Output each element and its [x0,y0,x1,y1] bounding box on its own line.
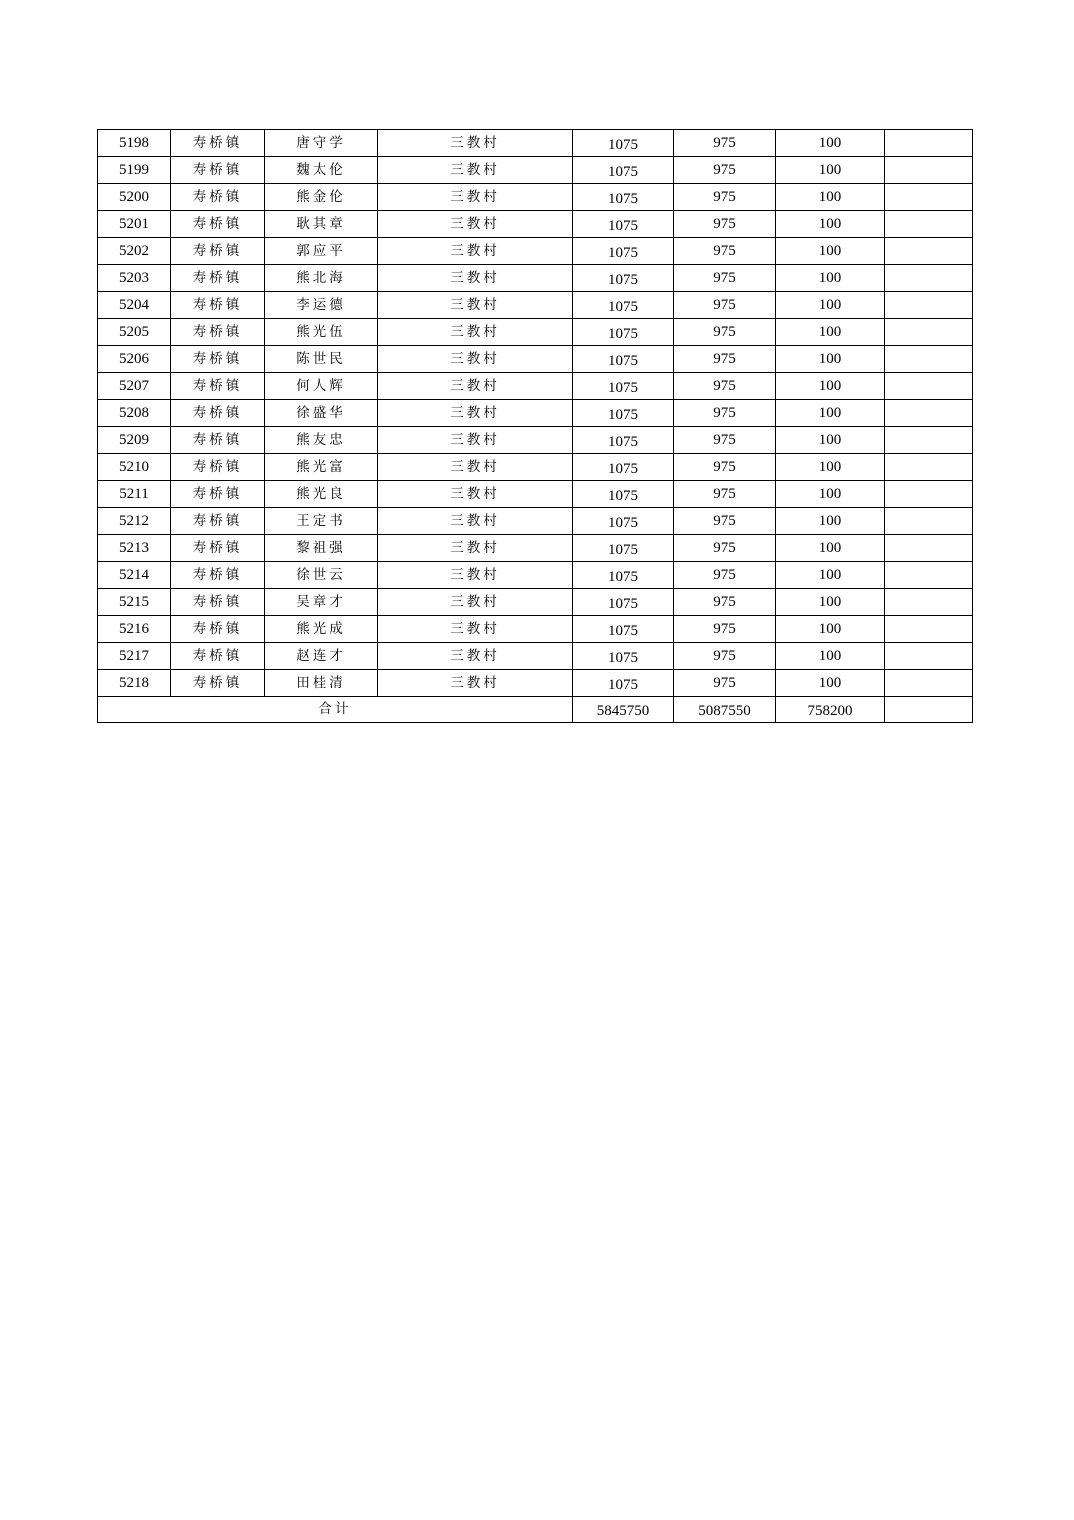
cell-total: 1075 [573,346,674,373]
table-row [98,157,973,184]
cell-diff: 100 [776,508,885,535]
total-label: 合计 [98,697,573,723]
cell-name: 吴章才 [265,589,378,616]
cell-diff: 100 [776,427,885,454]
cell-town: 寿桥镇 [171,211,265,238]
cell-no: 5216 [98,616,171,643]
cell-diff: 100 [776,643,885,670]
cell-town: 寿桥镇 [171,643,265,670]
cell-village: 三教村 [378,211,573,238]
cell-town: 寿桥镇 [171,454,265,481]
cell-note [885,670,973,697]
cell-name: 赵连才 [265,643,378,670]
cell-total: 1075 [573,427,674,454]
cell-total: 1075 [573,535,674,562]
cell-paid: 975 [674,508,776,535]
cell-total: 1075 [573,211,674,238]
cell-village: 三教村 [378,157,573,184]
cell-town: 寿桥镇 [171,130,265,157]
cell-note [885,454,973,481]
cell-note [885,508,973,535]
table-row [98,265,973,292]
cell-town: 寿桥镇 [171,427,265,454]
cell-total: 1075 [573,184,674,211]
cell-no: 5199 [98,157,171,184]
cell-paid: 975 [674,238,776,265]
cell-total: 1075 [573,454,674,481]
subsidy-table [97,129,973,723]
cell-no: 5204 [98,292,171,319]
cell-total: 1075 [573,481,674,508]
cell-name: 耿其章 [265,211,378,238]
cell-village: 三教村 [378,373,573,400]
cell-village: 三教村 [378,562,573,589]
cell-name: 李运德 [265,292,378,319]
cell-total: 1075 [573,562,674,589]
total-sum-paid: 5087550 [674,697,776,723]
cell-village: 三教村 [378,184,573,211]
cell-village: 三教村 [378,643,573,670]
cell-name: 黎祖强 [265,535,378,562]
cell-diff: 100 [776,589,885,616]
cell-total: 1075 [573,373,674,400]
cell-note [885,400,973,427]
cell-name: 熊金伦 [265,184,378,211]
total-row [98,697,973,723]
table-body [98,130,973,697]
cell-note [885,616,973,643]
cell-paid: 975 [674,481,776,508]
cell-note [885,535,973,562]
total-sum-total: 5845750 [573,697,674,723]
cell-total: 1075 [573,400,674,427]
cell-note [885,211,973,238]
cell-diff: 100 [776,670,885,697]
total-note [885,697,973,723]
cell-name: 熊光良 [265,481,378,508]
table-row [98,319,973,346]
cell-note [885,319,973,346]
cell-diff: 100 [776,238,885,265]
cell-paid: 975 [674,211,776,238]
cell-diff: 100 [776,346,885,373]
cell-diff: 100 [776,157,885,184]
cell-town: 寿桥镇 [171,373,265,400]
cell-no: 5217 [98,643,171,670]
cell-note [885,427,973,454]
cell-no: 5208 [98,400,171,427]
cell-paid: 975 [674,454,776,481]
cell-village: 三教村 [378,508,573,535]
table-row [98,400,973,427]
cell-no: 5209 [98,427,171,454]
table-row [98,616,973,643]
cell-paid: 975 [674,535,776,562]
cell-note [885,238,973,265]
cell-note [885,157,973,184]
table-row [98,481,973,508]
cell-paid: 975 [674,319,776,346]
cell-paid: 975 [674,643,776,670]
cell-village: 三教村 [378,481,573,508]
cell-diff: 100 [776,562,885,589]
table-row [98,130,973,157]
cell-diff: 100 [776,292,885,319]
cell-diff: 100 [776,130,885,157]
cell-name: 徐盛华 [265,400,378,427]
cell-town: 寿桥镇 [171,508,265,535]
cell-village: 三教村 [378,265,573,292]
cell-village: 三教村 [378,670,573,697]
cell-village: 三教村 [378,535,573,562]
cell-note [885,589,973,616]
cell-no: 5201 [98,211,171,238]
cell-paid: 975 [674,373,776,400]
cell-name: 郭应平 [265,238,378,265]
cell-village: 三教村 [378,130,573,157]
cell-town: 寿桥镇 [171,535,265,562]
cell-name: 唐守学 [265,130,378,157]
cell-name: 田桂清 [265,670,378,697]
cell-total: 1075 [573,616,674,643]
cell-total: 1075 [573,130,674,157]
cell-no: 5207 [98,373,171,400]
table-row [98,454,973,481]
cell-no: 5205 [98,319,171,346]
cell-no: 5203 [98,265,171,292]
table-row [98,589,973,616]
cell-name: 徐世云 [265,562,378,589]
cell-note [885,346,973,373]
cell-note [885,130,973,157]
cell-village: 三教村 [378,454,573,481]
cell-name: 熊光成 [265,616,378,643]
cell-village: 三教村 [378,427,573,454]
cell-note [885,481,973,508]
cell-note [885,292,973,319]
cell-paid: 975 [674,292,776,319]
cell-town: 寿桥镇 [171,292,265,319]
cell-paid: 975 [674,427,776,454]
cell-town: 寿桥镇 [171,616,265,643]
cell-total: 1075 [573,508,674,535]
cell-diff: 100 [776,211,885,238]
cell-no: 5210 [98,454,171,481]
table-row [98,373,973,400]
cell-town: 寿桥镇 [171,319,265,346]
cell-paid: 975 [674,157,776,184]
table-row [98,211,973,238]
cell-no: 5206 [98,346,171,373]
cell-no: 5213 [98,535,171,562]
cell-no: 5200 [98,184,171,211]
cell-total: 1075 [573,670,674,697]
cell-name: 熊光伍 [265,319,378,346]
cell-diff: 100 [776,481,885,508]
cell-village: 三教村 [378,589,573,616]
cell-no: 5212 [98,508,171,535]
cell-no: 5214 [98,562,171,589]
cell-diff: 100 [776,184,885,211]
cell-diff: 100 [776,454,885,481]
table-row [98,292,973,319]
cell-paid: 975 [674,346,776,373]
table-row [98,562,973,589]
table-row [98,643,973,670]
table-row [98,508,973,535]
cell-village: 三教村 [378,238,573,265]
cell-town: 寿桥镇 [171,562,265,589]
cell-town: 寿桥镇 [171,481,265,508]
subsidy-table-container [97,129,973,723]
cell-note [885,265,973,292]
table-row [98,427,973,454]
table-row [98,238,973,265]
cell-town: 寿桥镇 [171,265,265,292]
cell-town: 寿桥镇 [171,157,265,184]
cell-no: 5198 [98,130,171,157]
cell-total: 1075 [573,643,674,670]
table-row [98,670,973,697]
cell-total: 1075 [573,157,674,184]
cell-diff: 100 [776,535,885,562]
cell-town: 寿桥镇 [171,238,265,265]
cell-paid: 975 [674,670,776,697]
cell-name: 王定书 [265,508,378,535]
cell-paid: 975 [674,265,776,292]
cell-village: 三教村 [378,616,573,643]
cell-note [885,562,973,589]
cell-village: 三教村 [378,292,573,319]
table-row [98,535,973,562]
cell-town: 寿桥镇 [171,346,265,373]
cell-town: 寿桥镇 [171,589,265,616]
cell-total: 1075 [573,238,674,265]
cell-name: 熊北海 [265,265,378,292]
total-sum-diff: 758200 [776,697,885,723]
cell-no: 5211 [98,481,171,508]
cell-diff: 100 [776,616,885,643]
cell-total: 1075 [573,292,674,319]
cell-total: 1075 [573,319,674,346]
cell-total: 1075 [573,265,674,292]
cell-note [885,373,973,400]
cell-paid: 975 [674,589,776,616]
cell-paid: 975 [674,400,776,427]
cell-paid: 975 [674,130,776,157]
cell-name: 何人辉 [265,373,378,400]
cell-name: 熊光富 [265,454,378,481]
cell-total: 1075 [573,589,674,616]
cell-town: 寿桥镇 [171,400,265,427]
cell-village: 三教村 [378,400,573,427]
table-row [98,184,973,211]
cell-village: 三教村 [378,346,573,373]
cell-no: 5202 [98,238,171,265]
cell-diff: 100 [776,265,885,292]
cell-town: 寿桥镇 [171,184,265,211]
table-row [98,346,973,373]
cell-no: 5218 [98,670,171,697]
cell-paid: 975 [674,184,776,211]
cell-diff: 100 [776,319,885,346]
cell-no: 5215 [98,589,171,616]
cell-village: 三教村 [378,319,573,346]
cell-paid: 975 [674,562,776,589]
cell-town: 寿桥镇 [171,670,265,697]
cell-diff: 100 [776,373,885,400]
cell-note [885,643,973,670]
cell-diff: 100 [776,400,885,427]
cell-name: 陈世民 [265,346,378,373]
cell-name: 魏太伦 [265,157,378,184]
cell-note [885,184,973,211]
cell-name: 熊友忠 [265,427,378,454]
cell-paid: 975 [674,616,776,643]
